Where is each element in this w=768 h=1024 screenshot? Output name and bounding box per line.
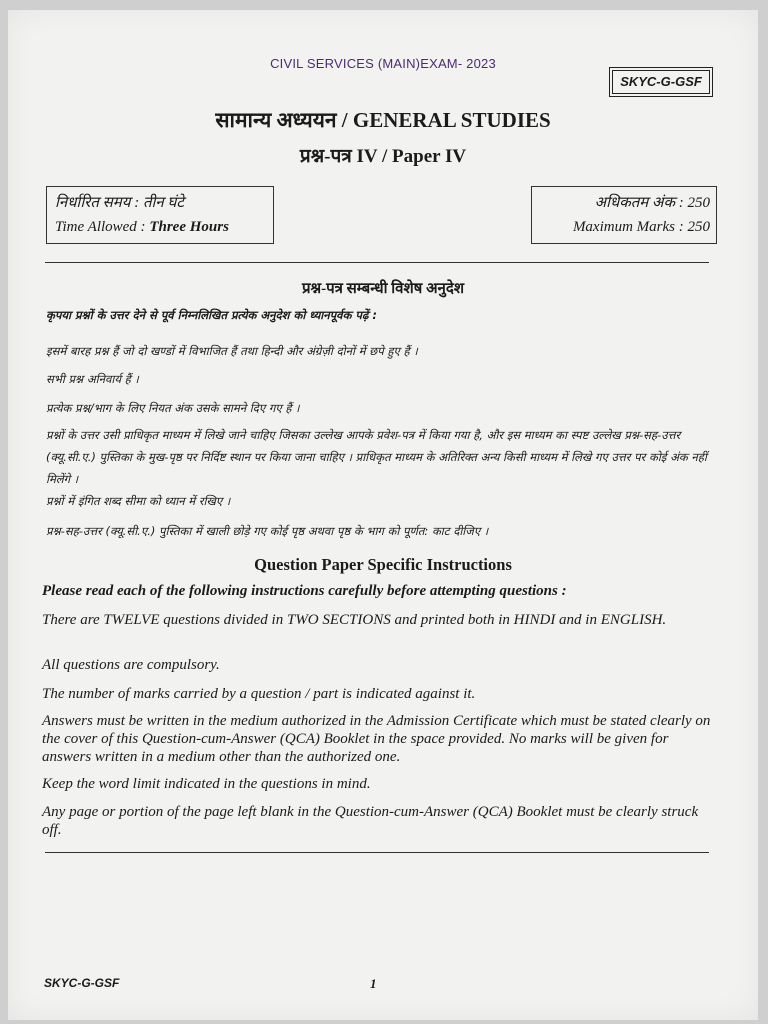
maximum-marks-box — [531, 186, 717, 244]
time-allowed-hindi: निर्धारित समय : तीन घंटे — [55, 195, 184, 211]
english-instructions-heading: Question Paper Specific Instructions — [254, 555, 512, 574]
booklet-code: SKYC-G-GSF — [612, 70, 710, 94]
hindi-instruction-item: प्रश्नों के उत्तर उसी प्राधिकृत माध्यम में लिखे जाने चाहिए जिसका उल्लेख आपके प्रवेश-पत्र में किया गया है, और इस माध्यम का स्पष्ट उल्लेख प्रश्न-सह-उत्तर (क्यू.सी.ए.) पुस्तिका के मुख-पृष्ठ पर निर्दिष्ट स्थान पर किया जाना चाहिए । प्राधिकृत माध्यम के अतिरिक्त अन्य किसी माध्यम में लिखे गए उत्तर पर कोई अंक नहीं मिलेंगे । — [46, 428, 707, 486]
hindi-instruction-item: प्रश्न-सह-उत्तर (क्यू.सी.ए.) पुस्तिका में खाली छोड़े गए कोई पृष्ठ अथवा पृष्ठ के भाग को पूर्णत: काट दीजिए । — [46, 524, 489, 538]
time-allowed-english — [55, 215, 273, 239]
english-instructions-lead: Please read each of the following instructions carefully before attempting questions : — [42, 583, 567, 599]
hindi-instructions-heading: प्रश्न-पत्र सम्बन्धी विशेष अनुदेश — [301, 281, 465, 297]
footer-booklet-code: SKYC-G-GSF — [44, 976, 120, 990]
english-instruction-item: The number of marks carried by a question / part is indicated against it. — [42, 686, 476, 702]
maximum-marks-english: Maximum Marks : 250 — [572, 219, 710, 235]
hindi-instruction-item: प्रश्नों में इंगित शब्द सीमा को ध्यान में रखिए । — [46, 494, 231, 508]
hindi-instruction-item: सभी प्रश्न अनिवार्य हैं । — [46, 372, 139, 386]
exam-title: CIVIL SERVICES (MAIN)EXAM- 2023 — [270, 56, 496, 71]
paper-title: प्रश्न-पत्र IV / Paper IV — [299, 146, 467, 167]
time-allowed-label: Time Allowed : — [55, 219, 150, 235]
hindi-instruction-item: इसमें बारह प्रश्न हैं जो दो खण्डों में विभाजित हैं तथा हिन्दी और अंग्रेज़ी दोनों में छपे हुए हैं । — [46, 344, 418, 358]
exam-page — [8, 10, 758, 1020]
english-instruction-item: Any page or portion of the page left blank in the Question-cum-Answer (QCA) Booklet must be clearly struck off. — [42, 804, 699, 838]
time-allowed-box — [46, 186, 274, 244]
page-number: 1 — [370, 976, 377, 991]
maximum-marks-hindi: अधिकतम अंक : 250 — [594, 195, 710, 211]
english-instruction-item: There are TWELVE questions divided in TWO SECTIONS and printed both in HINDI and in ENGLISH. — [42, 612, 667, 628]
hindi-instruction-item: प्रत्येक प्रश्न/भाग के लिए नियत अंक उसके सामने दिए गए हैं । — [46, 401, 300, 415]
english-instruction-item: Keep the word limit indicated in the questions in mind. — [42, 776, 371, 792]
subject-title: सामान्य अध्ययन / GENERAL STUDIES — [215, 108, 551, 132]
time-allowed-value: Three Hours — [149, 219, 229, 235]
divider-bottom — [45, 852, 709, 853]
hindi-instructions-lead: कृपया प्रश्नों के उत्तर देने से पूर्व निम्नलिखित प्रत्येक अनुदेश को ध्यानपूर्वक पढ़ें : — [46, 308, 378, 322]
english-instruction-item: All questions are compulsory. — [42, 657, 220, 673]
divider-top — [45, 262, 709, 263]
english-instruction-item: Answers must be written in the medium authorized in the Admission Certificate which must be stated clearly on the cover of this Question-cum-Answer (QCA) Booklet in the space provided. No marks will be given for answers written in a medium other than the authorized one. — [42, 713, 711, 765]
